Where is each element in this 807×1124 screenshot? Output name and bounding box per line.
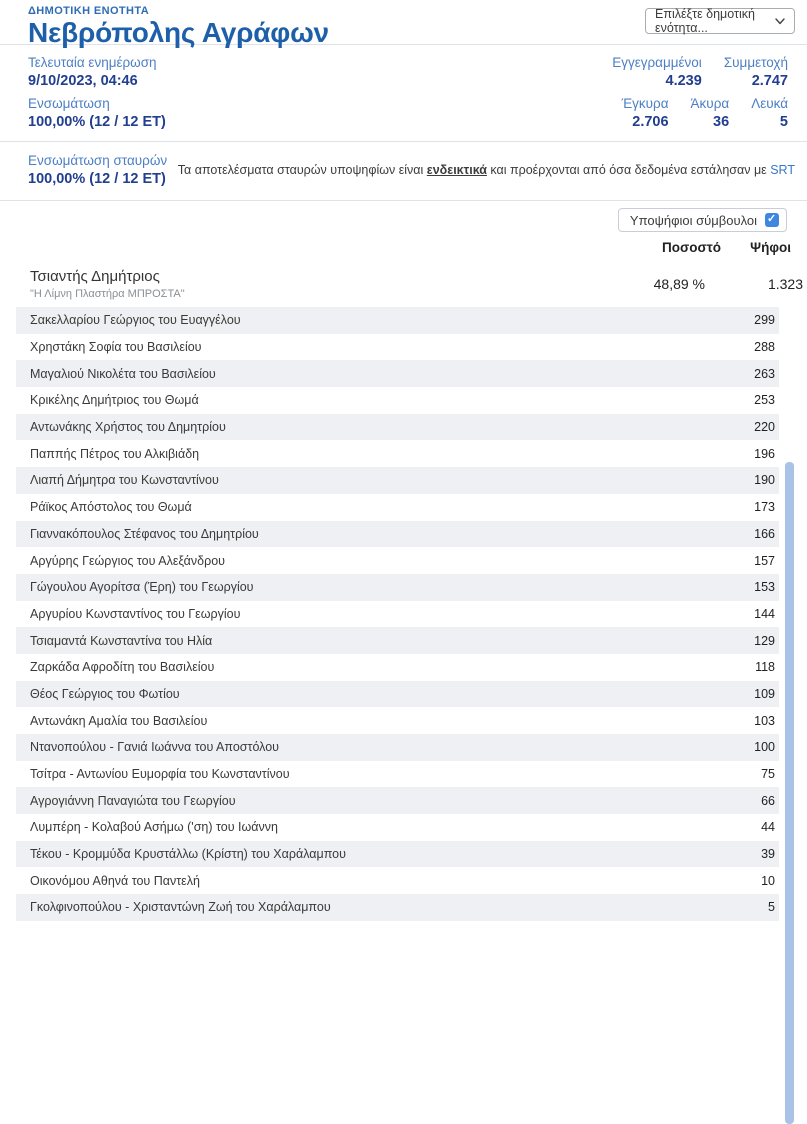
- candidate-name: Χρηστάκη Σοφία του Βασιλείου: [30, 340, 202, 355]
- candidate-votes: 5: [768, 900, 775, 915]
- candidate-votes: 39: [761, 847, 775, 862]
- note-middle: και προέρχονται από όσα δεδομένα εστάλησαν με: [486, 163, 771, 177]
- candidate-name: Θέος Γεώργιος του Φωτίου: [30, 686, 180, 701]
- votes-column-header: Ψήφοι: [750, 240, 791, 255]
- candidate-name: Γκολφινοπούλου - Χρισταντώνη Ζωή του Χαράλαμπου: [30, 900, 331, 915]
- candidate-name: Λυμπέρη - Κολαβού Ασήμω ('ση) του Ιωάννη: [30, 820, 278, 835]
- candidate-row[interactable]: [16, 787, 779, 814]
- turnout-value: 2.747: [751, 73, 788, 89]
- crosses-section: [0, 142, 807, 200]
- candidate-votes: 66: [761, 793, 775, 808]
- candidate-row[interactable]: [16, 440, 779, 467]
- candidate-votes: 109: [754, 686, 775, 701]
- candidate-votes: 173: [754, 500, 775, 515]
- leader-votes: 1.323: [767, 276, 803, 292]
- candidate-row[interactable]: [16, 360, 779, 387]
- candidate-name: Αργυρίου Κωνσταντίνος του Γεωργίου: [30, 606, 241, 621]
- leader-name-block: [30, 268, 595, 301]
- invalid-stat: [691, 95, 730, 131]
- integration-label: Ενσωμάτωση: [28, 96, 110, 111]
- candidate-row[interactable]: [16, 467, 779, 494]
- candidate-name: Ζαρκάδα Αφροδίτη του Βασιλείου: [30, 660, 215, 675]
- candidate-row[interactable]: [16, 547, 779, 574]
- candidate-votes: 153: [754, 580, 775, 595]
- table-header-row: [0, 232, 807, 261]
- candidate-row[interactable]: [16, 601, 779, 628]
- candidate-row[interactable]: [16, 627, 779, 654]
- candidate-votes: 253: [754, 393, 775, 408]
- candidate-name: Αντωνάκη Αμαλία του Βασιλείου: [30, 713, 208, 728]
- page-header: [0, 0, 807, 48]
- registered-stat: [612, 54, 702, 90]
- candidate-name: Γιαννακόπουλος Στέφανος του Δημητρίου: [30, 526, 259, 541]
- chevron-down-icon: [775, 16, 785, 26]
- candidate-row[interactable]: [16, 841, 779, 868]
- integration-value: 100,00% (12 / 12 ΕΤ): [28, 114, 166, 130]
- crosses-disclaimer-note: [178, 163, 795, 177]
- vertical-scrollbar-thumb[interactable]: [785, 462, 794, 1124]
- invalid-value: 36: [713, 114, 730, 130]
- candidate-row[interactable]: [16, 894, 779, 921]
- candidate-name: Αργύρης Γεώργιος του Αλεξάνδρου: [30, 553, 225, 568]
- candidate-name: Αγρογιάννη Παναγιώτα του Γεωργίου: [30, 793, 236, 808]
- candidate-votes: 220: [754, 420, 775, 435]
- candidate-votes: 166: [754, 526, 775, 541]
- candidate-rows: [0, 307, 807, 921]
- candidate-name: Παππής Πέτρος του Αλκιβιάδη: [30, 446, 200, 461]
- councilors-toggle-label: Υποψήφιοι σύμβουλοι: [629, 212, 757, 228]
- note-prefix: Τα αποτελέσματα σταυρών υποψηφίων είναι: [177, 163, 427, 177]
- candidate-name: Γώγουλου Αγορίτσα (Έρη) του Γεωργίου: [30, 580, 254, 595]
- leader-name: Τσιαντής Δημήτριος: [30, 267, 160, 285]
- candidate-name: Τσίτρα - Αντωνίου Ευμορφία του Κωνσταντίνου: [30, 767, 290, 782]
- stats-row-2-right: [622, 95, 788, 131]
- municipal-unit-label: ΔΗΜΟΤΙΚΗ ΕΝΟΤΗΤΑ: [28, 5, 150, 17]
- candidate-name: Ντανοπούλου - Γανιά Ιωάννα του Αποστόλου: [30, 740, 280, 755]
- registered-label: Εγγεγραμμένοι: [612, 55, 702, 70]
- crosses-integration-value: 100,00% (12 / 12 ΕΤ): [28, 171, 166, 187]
- header-titles: [28, 5, 329, 48]
- municipal-unit-select-value: Επιλέξτε δημοτική ενότητα...: [655, 7, 755, 35]
- candidate-row[interactable]: [16, 867, 779, 894]
- candidate-votes: 196: [754, 446, 775, 461]
- crosses-integration-stat: [28, 152, 167, 188]
- last-update-stat: [28, 54, 157, 90]
- stats-row-1: [28, 54, 788, 90]
- crosses-integration-label: Ενσωμάτωση σταυρών: [28, 153, 168, 168]
- blank-stat: [751, 95, 788, 131]
- candidate-row[interactable]: [16, 307, 779, 334]
- srt-link[interactable]: SRT: [770, 163, 795, 177]
- integration-stat: [28, 95, 166, 131]
- candidate-name: Τέκου - Κρομμύδα Κρυστάλλω (Κρίστη) του Χαράλαμπου: [30, 847, 346, 862]
- municipal-unit-select[interactable]: [645, 8, 795, 34]
- valid-stat: [622, 95, 669, 131]
- candidate-name: Ράϊκος Απόστολος του Θωμά: [30, 500, 192, 515]
- candidate-row[interactable]: [16, 387, 779, 414]
- valid-label: Έγκυρα: [621, 96, 669, 111]
- candidate-name: Τσιαμαντά Κωνσταντίνα του Ηλία: [30, 633, 213, 648]
- candidate-votes: 129: [754, 633, 775, 648]
- turnout-label: Συμμετοχή: [723, 55, 788, 70]
- candidate-votes: 299: [754, 313, 775, 328]
- candidate-row[interactable]: [16, 707, 779, 734]
- candidate-votes: 44: [761, 820, 775, 835]
- councilors-toggle-button[interactable]: [618, 208, 787, 232]
- page-title: Νεβρόπολης Αγράφων: [28, 17, 329, 48]
- candidate-name: Κρικέλης Δημήτριος του Θωμά: [30, 393, 199, 408]
- stats-section: [0, 45, 807, 141]
- candidate-row[interactable]: [16, 654, 779, 681]
- registered-value: 4.239: [665, 73, 702, 89]
- toolbar: [0, 201, 807, 232]
- invalid-label: Άκυρα: [690, 96, 730, 111]
- candidate-votes: 288: [754, 340, 775, 355]
- candidate-votes: 75: [761, 767, 775, 782]
- candidate-name: Αντωνάκης Χρήστος του Δημητρίου: [30, 420, 226, 435]
- stats-row-1-right: [612, 54, 788, 90]
- turnout-stat: [724, 54, 788, 90]
- candidate-votes: 103: [754, 713, 775, 728]
- blank-value: 5: [779, 114, 788, 130]
- last-update-value: 9/10/2023, 04:46: [28, 73, 138, 89]
- stats-row-2: [28, 95, 788, 131]
- candidate-row[interactable]: [16, 761, 779, 788]
- percent-column-header: Ποσοστό: [662, 240, 721, 255]
- candidate-votes: 10: [761, 873, 775, 888]
- candidate-row[interactable]: [16, 414, 779, 441]
- candidate-row[interactable]: [16, 814, 779, 841]
- last-update-label: Τελευταία ενημέρωση: [28, 55, 157, 70]
- checkbox-checked-icon[interactable]: [765, 213, 779, 227]
- candidate-votes: 118: [755, 660, 775, 675]
- candidate-votes: 190: [754, 473, 775, 488]
- candidate-name: Σακελλαρίου Γεώργιος του Ευαγγέλου: [30, 313, 241, 328]
- results-table: [0, 232, 807, 921]
- candidate-row[interactable]: [16, 494, 779, 521]
- valid-value: 2.706: [632, 114, 669, 130]
- candidate-row[interactable]: [16, 334, 779, 361]
- candidate-row[interactable]: [16, 574, 779, 601]
- candidate-votes: 263: [754, 366, 775, 381]
- candidate-votes: 100: [754, 740, 775, 755]
- candidate-name: Οικονόμου Αθηνά του Παντελή: [30, 873, 200, 888]
- leader-party: "Η Λίμνη Πλαστήρα ΜΠΡΟΣΤΑ": [30, 287, 185, 300]
- blank-label: Λευκά: [751, 96, 788, 111]
- note-emphasis: ενδεικτικά: [426, 163, 487, 177]
- leader-row[interactable]: [0, 261, 807, 307]
- candidate-row[interactable]: [16, 521, 779, 548]
- candidate-row[interactable]: [16, 734, 779, 761]
- candidate-votes: 144: [754, 606, 775, 621]
- leader-percent: 48,89 %: [653, 276, 705, 292]
- candidate-row[interactable]: [16, 681, 779, 708]
- candidate-name: Μαγαλιού Νικολέτα του Βασιλείου: [30, 366, 216, 381]
- candidate-name: Λιαπή Δήμητρα του Κωνσταντίνου: [30, 473, 219, 488]
- candidate-votes: 157: [754, 553, 775, 568]
